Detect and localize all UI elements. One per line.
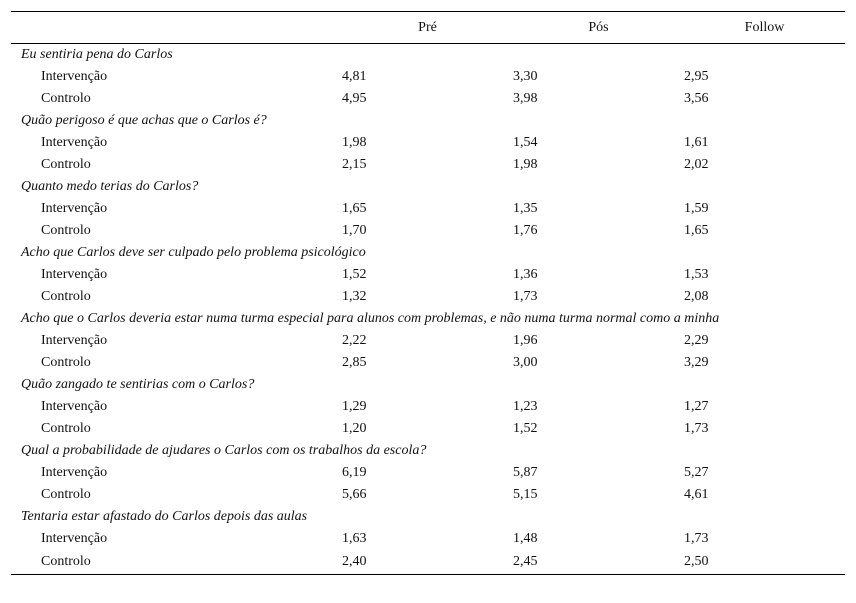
group-label: Controlo: [41, 355, 91, 370]
table-body: [11, 44, 845, 575]
value-follow: 1,65: [684, 223, 709, 238]
question-label: Acho que o Carlos deveria estar numa turma especial para alunos com problemas, e não numa turma normal como a minha: [21, 311, 720, 326]
table-row: [11, 132, 845, 154]
group-label: Intervenção: [41, 135, 108, 150]
section-row: [11, 44, 845, 67]
group-label: Controlo: [41, 289, 91, 304]
value-follow: 1,53: [684, 267, 709, 282]
value-pos: 2,45: [513, 554, 538, 569]
value-follow: 1,61: [684, 135, 709, 150]
question-label: Acho que Carlos deve ser culpado pelo problema psicológico: [21, 245, 366, 260]
value-follow: 1,73: [684, 421, 709, 436]
table-row: [11, 66, 845, 88]
question-label: Eu sentiria pena do Carlos: [21, 47, 173, 62]
section-row: [11, 308, 845, 330]
value-pos: 1,36: [513, 267, 538, 282]
value-pos: 3,00: [513, 355, 538, 370]
value-follow: 2,02: [684, 157, 709, 172]
group-label: Controlo: [41, 91, 91, 106]
section-row: [11, 242, 845, 264]
question-label: Tentaria estar afastado do Carlos depois das aulas: [21, 509, 308, 524]
table-row: [11, 418, 845, 440]
group-label: Intervenção: [41, 69, 108, 84]
table-header-row: [11, 12, 845, 44]
value-pre: 1,20: [342, 421, 367, 436]
value-pos: 1,52: [513, 421, 538, 436]
value-pos: 1,73: [513, 289, 538, 304]
value-pre: 1,65: [342, 201, 367, 216]
value-pos: 1,48: [513, 531, 538, 546]
table-row: [11, 154, 845, 176]
value-pre: 1,98: [342, 135, 367, 150]
value-pre: 2,22: [342, 333, 367, 348]
table-row: [11, 550, 845, 575]
value-pos: 1,98: [513, 157, 538, 172]
value-follow: 4,61: [684, 487, 709, 502]
header-empty: [11, 12, 342, 44]
header-pos: Pós: [588, 19, 609, 35]
table-row: [11, 462, 845, 484]
table-row: [11, 286, 845, 308]
header-follow: Follow: [744, 19, 785, 35]
group-label: Intervenção: [41, 201, 108, 216]
group-label: Controlo: [41, 157, 91, 172]
value-pos: 1,76: [513, 223, 538, 238]
value-follow: 3,56: [684, 91, 709, 106]
question-label: Quão perigoso é que achas que o Carlos é?: [21, 113, 267, 128]
value-follow: 2,50: [684, 554, 709, 569]
table-row: [11, 484, 845, 506]
value-follow: 2,08: [684, 289, 709, 304]
table-row: [11, 220, 845, 242]
value-pre: 1,29: [342, 399, 367, 414]
value-pre: 1,70: [342, 223, 367, 238]
section-row: [11, 440, 845, 462]
value-follow: 5,27: [684, 465, 709, 480]
value-follow: 1,27: [684, 399, 709, 414]
question-label: Qual a probabilidade de ajudares o Carlos com os trabalhos da escola?: [21, 443, 427, 458]
table-row: [11, 528, 845, 550]
value-pos: 3,98: [513, 91, 538, 106]
value-pre: 2,40: [342, 554, 367, 569]
value-pos: 1,96: [513, 333, 538, 348]
table-row: [11, 352, 845, 374]
section-row: [11, 110, 845, 132]
question-label: Quanto medo terias do Carlos?: [21, 179, 199, 194]
header-pre: Pré: [418, 19, 437, 35]
group-label: Controlo: [41, 223, 91, 238]
group-label: Intervenção: [41, 267, 108, 282]
results-table-container: [11, 11, 845, 575]
value-pre: 2,85: [342, 355, 367, 370]
group-label: Controlo: [41, 554, 91, 569]
value-pos: 3,30: [513, 69, 538, 84]
value-pre: 1,63: [342, 531, 367, 546]
group-label: Intervenção: [41, 399, 108, 414]
value-follow: 3,29: [684, 355, 709, 370]
group-label: Intervenção: [41, 531, 108, 546]
group-label: Intervenção: [41, 465, 108, 480]
section-row: [11, 506, 845, 528]
results-table: [11, 11, 845, 575]
section-row: [11, 374, 845, 396]
table-row: [11, 264, 845, 286]
table-row: [11, 396, 845, 418]
value-pos: 5,15: [513, 487, 538, 502]
value-follow: 2,29: [684, 333, 709, 348]
value-pre: 1,52: [342, 267, 367, 282]
value-pre: 4,95: [342, 91, 367, 106]
value-pos: 1,54: [513, 135, 538, 150]
value-pos: 1,23: [513, 399, 538, 414]
value-pos: 1,35: [513, 201, 538, 216]
value-pos: 5,87: [513, 465, 538, 480]
value-follow: 1,59: [684, 201, 709, 216]
group-label: Controlo: [41, 421, 91, 436]
group-label: Controlo: [41, 487, 91, 502]
question-label: Quão zangado te sentirias com o Carlos?: [21, 377, 255, 392]
value-follow: 2,95: [684, 69, 709, 84]
value-pre: 1,32: [342, 289, 367, 304]
value-pre: 6,19: [342, 465, 367, 480]
table-row: [11, 88, 845, 110]
value-pre: 5,66: [342, 487, 367, 502]
table-row: [11, 330, 845, 352]
table-row: [11, 198, 845, 220]
value-pre: 2,15: [342, 157, 367, 172]
value-follow: 1,73: [684, 531, 709, 546]
value-pre: 4,81: [342, 69, 367, 84]
section-row: [11, 176, 845, 198]
group-label: Intervenção: [41, 333, 108, 348]
